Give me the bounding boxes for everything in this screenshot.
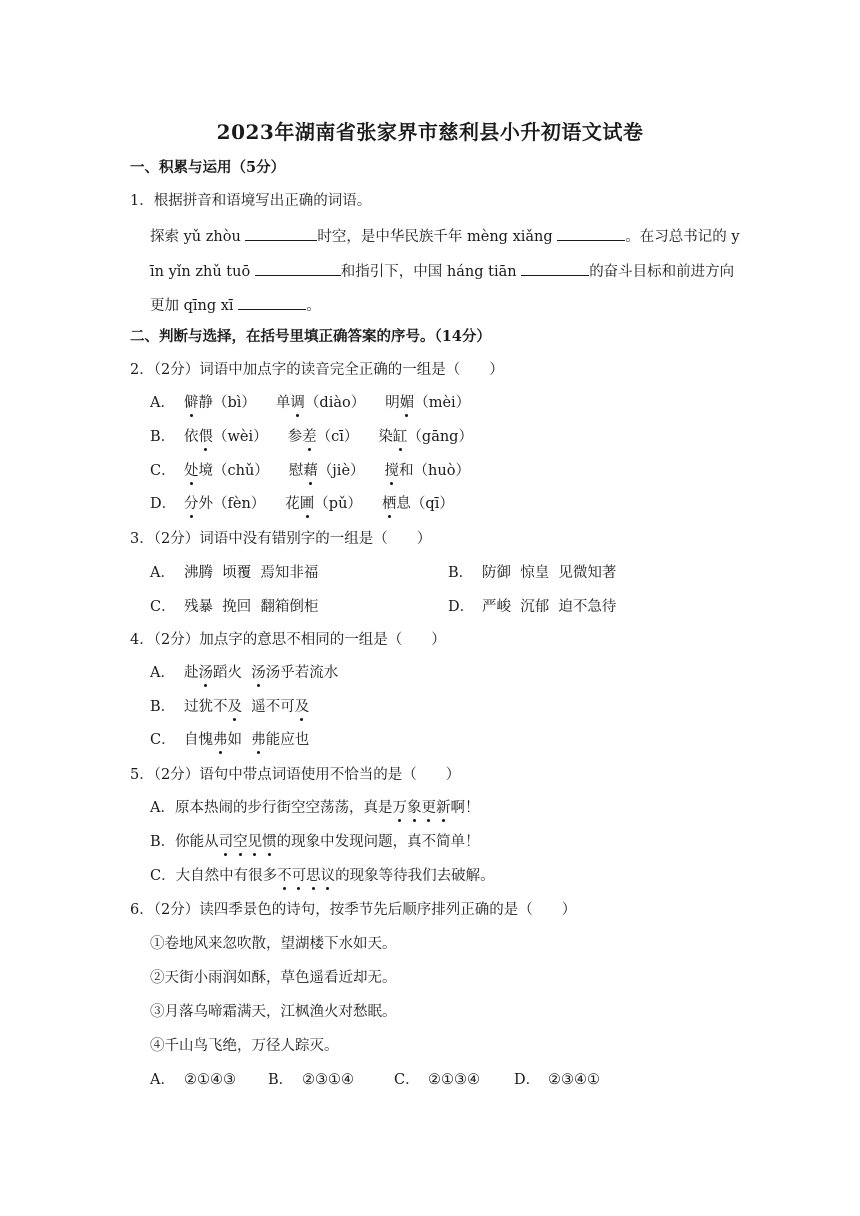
question-4-stem: 4．（2分）加点字的意思不相同的一组是（ ） bbox=[130, 632, 446, 648]
question-4-option-a: A． 赴汤蹈火 汤汤乎若流水 bbox=[150, 665, 339, 681]
poem-line-1: ①卷地风来忽吹散，望湖楼下水如天。 bbox=[150, 936, 397, 952]
poem-line-4: ④千山鸟飞绝，万径人踪灭。 bbox=[150, 1038, 339, 1054]
question-3-stem: 3．（2分）词语中没有错别字的一组是（ ） bbox=[130, 531, 432, 547]
question-6-option-d: D． ②③④① bbox=[514, 1072, 600, 1088]
question-1-line-2: īn yǐn zhǔ tuō 和指引下，中国 háng tiān 的奋斗目标和前进方向 bbox=[150, 261, 734, 282]
section-heading-1: 一、积累与运用（5分） bbox=[130, 159, 286, 176]
question-5-option-c: C．大自然中有很多不可思议的现象等待我们去破解。 bbox=[150, 868, 495, 884]
question-6-options bbox=[150, 1070, 600, 1090]
answer-blank[interactable] bbox=[245, 226, 317, 241]
question-6-option-b: B． ②③①④ bbox=[268, 1072, 354, 1088]
question-3-option-c: C． 残暴 挽回 翻箱倒柜 bbox=[150, 599, 319, 615]
question-4-option-b: B． 过犹不及 遥不可及 bbox=[150, 699, 310, 715]
question-3-option-d: D． 严峻 沉郁 迫不急待 bbox=[448, 599, 617, 615]
question-3-option-a: A． 沸腾 顷覆 焉知非福 bbox=[150, 565, 319, 581]
answer-blank[interactable] bbox=[255, 261, 341, 276]
answer-blank[interactable] bbox=[521, 261, 589, 276]
question-5-option-b: B．你能从司空见惯的现象中发现问题，真不简单！ bbox=[150, 834, 480, 850]
question-5-stem: 5．（2分）语句中带点词语使用不恰当的是（ ） bbox=[130, 767, 461, 783]
question-2-option-b: B． 依偎（wèi） 参差（cī） 染缸（gāng） bbox=[150, 429, 473, 445]
question-3-option-b: B． 防御 惊皇 见微知著 bbox=[448, 565, 617, 581]
question-2-option-a: A． 僻静（bì） 单调（diào） 明媚（mèi） bbox=[150, 395, 471, 411]
question-6-option-a: A． ②①④③ bbox=[150, 1072, 236, 1088]
question-1-line-1: 探索 yǔ zhòu 时空，是中华民族千年 mèng xiǎng 。在习总书记的 y bbox=[150, 226, 740, 247]
question-5-option-a: A．原本热闹的步行街空空荡荡，真是万象更新啊！ bbox=[150, 800, 480, 816]
answer-blank[interactable] bbox=[557, 226, 625, 241]
section-heading-2: 二、判断与选择，在括号里填正确答案的序号。（14分） bbox=[130, 328, 491, 345]
page-title: 2023年湖南省张家界市慈利县小升初语文试卷 bbox=[216, 120, 644, 144]
question-2-stem: 2．（2分）词语中加点字的读音完全正确的一组是（ ） bbox=[130, 362, 504, 378]
poem-line-3: ③月落乌啼霜满天，江枫渔火对愁眠。 bbox=[150, 1004, 397, 1020]
question-6-stem: 6．（2分）读四季景色的诗句，按季节先后顺序排列正确的是（ ） bbox=[130, 902, 577, 918]
question-2-option-d: D． 分外（fèn） 花圃（pǔ） 栖息（qī） bbox=[150, 496, 454, 512]
question-1-line-3: 更加 qīng xī 。 bbox=[150, 295, 321, 316]
question-4-option-c: C． 自愧弗如 弗能应也 bbox=[150, 732, 310, 748]
poem-line-2: ②天街小雨润如酥，草色遥看近却无。 bbox=[150, 970, 397, 986]
question-6-option-c: C． ②①③④ bbox=[394, 1072, 480, 1088]
answer-blank[interactable] bbox=[238, 295, 306, 310]
question-2-option-c: C． 处境（chǔ） 慰藉（jiè） 搅和（huò） bbox=[150, 463, 470, 479]
question-1-stem: 1．根据拼音和语境写出正确的词语。 bbox=[130, 193, 372, 209]
